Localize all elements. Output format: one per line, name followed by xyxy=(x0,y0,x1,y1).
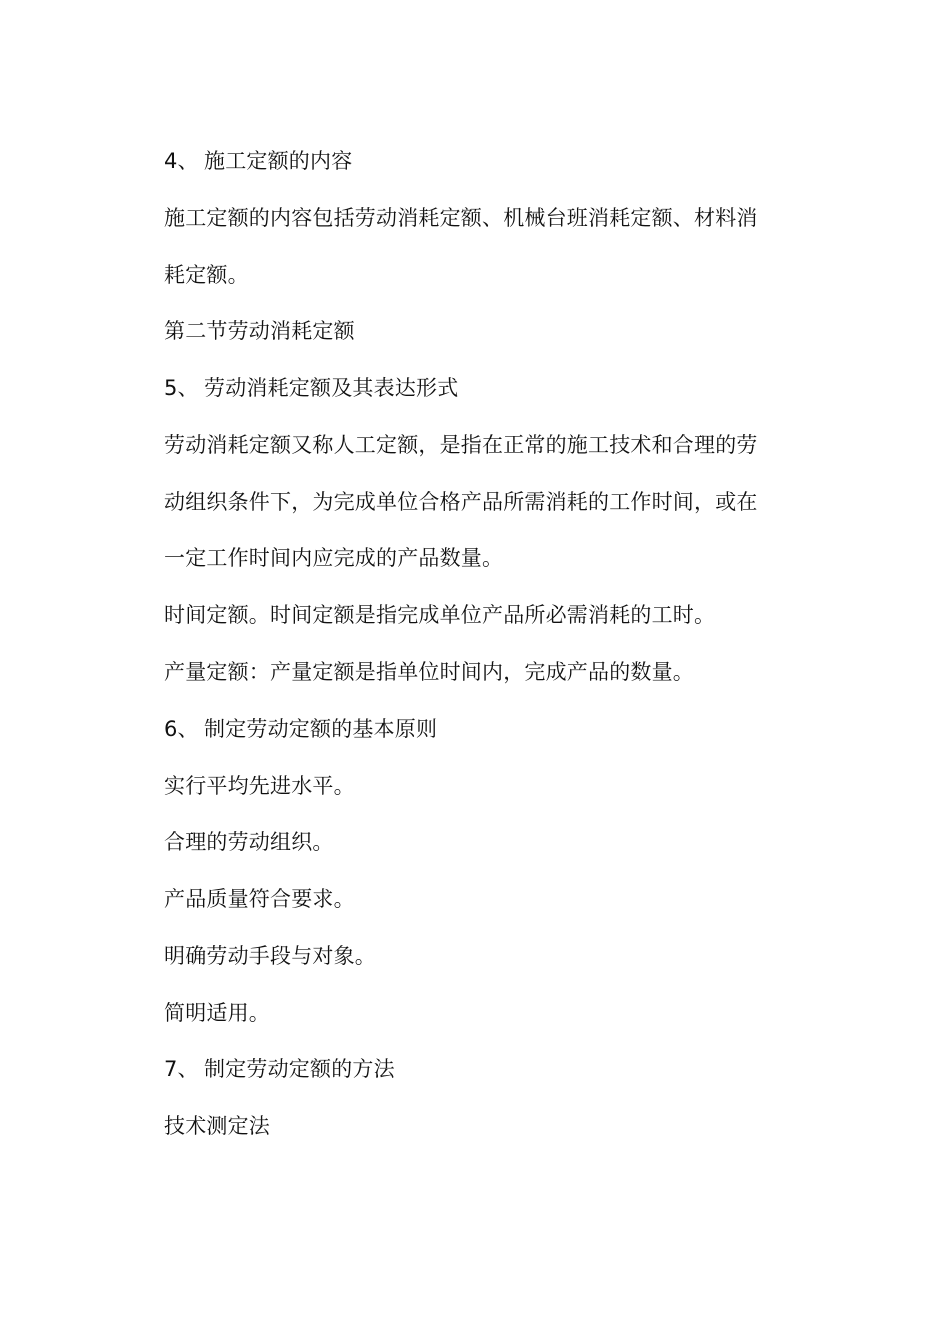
section-number: 4、 xyxy=(164,149,199,173)
section-title: 制定劳动定额的基本原则 xyxy=(204,717,438,741)
section-title: 制定劳动定额的方法 xyxy=(204,1057,395,1081)
section-heading-5 xyxy=(164,374,804,402)
list-item: 产品质量符合要求。 xyxy=(164,887,355,911)
section-heading-7 xyxy=(164,1055,804,1083)
list-item: 合理的劳动组织。 xyxy=(164,830,334,854)
list-item: 明确劳动手段与对象。 xyxy=(164,944,376,968)
list-item: 实行平均先进水平。 xyxy=(164,774,355,798)
paragraph-line: 一定工作时间内应完成的产品数量。 xyxy=(164,546,504,570)
chapter-heading: 第二节劳动消耗定额 xyxy=(164,319,355,343)
section-title: 劳动消耗定额及其表达形式 xyxy=(204,376,459,400)
list-item: 简明适用。 xyxy=(164,1001,270,1025)
section-heading-6 xyxy=(164,715,804,743)
section-number: 5、 xyxy=(164,376,199,400)
paragraph-line: 时间定额。时间定额是指完成单位产品所必需消耗的工时。 xyxy=(164,603,716,627)
section-number: 6、 xyxy=(164,717,199,741)
paragraph-line: 产量定额：产量定额是指单位时间内，完成产品的数量。 xyxy=(164,660,694,684)
paragraph-line: 劳动消耗定额又称人工定额，是指在正常的施工技术和合理的劳 xyxy=(164,433,758,457)
list-item: 技术测定法 xyxy=(164,1114,270,1138)
paragraph-line: 施工定额的内容包括劳动消耗定额、机械台班消耗定额、材料消 xyxy=(164,206,758,230)
section-title: 施工定额的内容 xyxy=(204,149,353,173)
section-heading-4 xyxy=(164,147,804,175)
paragraph-line: 耗定额。 xyxy=(164,263,249,287)
paragraph-line: 动组织条件下，为完成单位合格产品所需消耗的工作时间，或在 xyxy=(164,490,758,514)
section-number: 7、 xyxy=(164,1057,199,1081)
